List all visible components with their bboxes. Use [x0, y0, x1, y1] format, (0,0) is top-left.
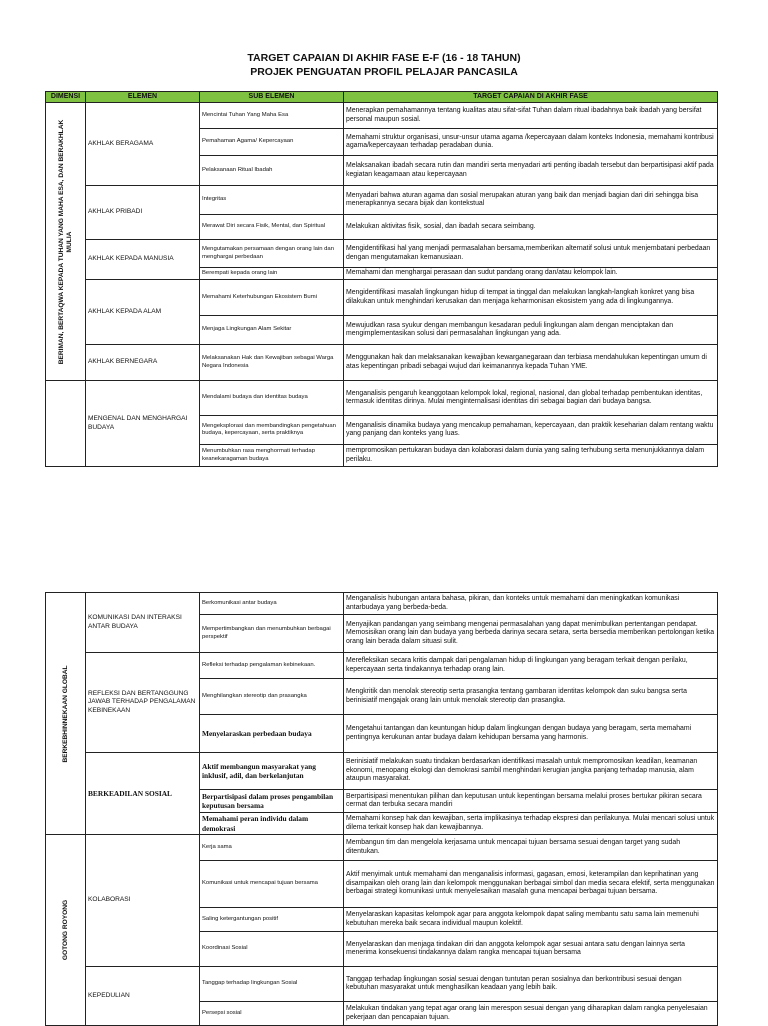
sub-element-cell: Pelaksanaan Ritual Ibadah	[200, 156, 344, 186]
target-cell: Menyelaraskan kapasitas kelompok agar para anggota kelompok dapat saling membantu satu sama lain memenuhi kebutuhan mereka baik secara individual maupun kolektif.	[344, 908, 718, 932]
target-cell: Menerapkan pemahamannya tentang kualitas atau sifat-sifat Tuhan dalam ritual ibadahnya baik ibadah yang bersifat personal maupun sosial.	[344, 103, 718, 129]
sub-element-cell: Saling ketergantungan positif	[200, 908, 344, 932]
table-row	[46, 753, 718, 790]
dimension-cell-blank	[46, 381, 86, 467]
target-cell: mempromosikan pertukaran budaya dan kolaborasi dalam dunia yang saling terhubung serta menunjukkannya dalam perilaku.	[344, 445, 718, 467]
page-title: TARGET CAPAIAN DI AKHIR FASE E-F (16 - 18 TAHUN)	[247, 52, 521, 64]
sub-element-cell: Kerja sama	[200, 835, 344, 861]
target-cell: Menganalisis hubungan antara bahasa, pikiran, dan konteks untuk memahami dan meningkatkan komunikasi antarbudaya yang berbeda-beda.	[344, 593, 718, 615]
target-cell: Tanggap terhadap lingkungan sosial sesuai dengan tuntutan peran sosialnya dan berkontribusi sesuai dengan kebutuhan masyarakat untuk menghasilkan keadaan yang lebih baik.	[344, 967, 718, 1002]
table-row	[46, 186, 718, 215]
element-cell: MENGENAL DAN MENGHARGAI BUDAYA	[86, 381, 200, 467]
target-cell: Mengidentifikasi hal yang menjadi permasalahan bersama,memberikan alternatif solusi untuk menjembatani perbedaan dengan mengutamakan kemanusiaan.	[344, 240, 718, 268]
element-cell: AKHLAK PRIBADI	[86, 186, 200, 240]
target-cell: Menganalisis dinamika budaya yang mencakup pemahaman, kepercayaan, dan praktik keseharian dalam rentang waktu yang panjang dan konteks yang luas.	[344, 416, 718, 445]
sub-element-cell: Koordinasi Sosial	[200, 932, 344, 967]
element-cell: KOLABORASI	[86, 835, 200, 967]
table-row	[46, 593, 718, 615]
dimension-cell	[46, 593, 86, 835]
sub-element-cell: Menghilangkan stereotip dan prasangka	[200, 679, 344, 715]
element-cell: AKHLAK BERNEGARA	[86, 345, 200, 381]
header-sub-elemen: SUB ELEMEN	[200, 92, 344, 103]
dimension-label: GOTONG ROYONG	[61, 899, 69, 961]
sub-element-cell: Menumbuhkan rasa menghormati terhadap keanekaragaman budaya	[200, 445, 344, 467]
sub-element-cell: Komunikasi untuk mencapai tujuan bersama	[200, 861, 344, 908]
target-cell: Memahami struktur organisasi, unsur-unsur utama agama /kepercayaan dalam konteks Indonesia, memahami kontribusi agama/kepercayaan terhadap peradaban dunia.	[344, 129, 718, 156]
sub-element-cell: Mendalami budaya dan identitas budaya	[200, 381, 344, 416]
target-cell: Mengidentifikasi masalah lingkungan hidup di tempat ia tinggal dan melakukan langkah-langkah konkret yang bisa dilakukan untuk menghindari kerusakan dan menjaga keharmonisan ekosistem yang ada di lingkungannya.	[344, 280, 718, 316]
table-row	[46, 653, 718, 679]
target-table-1	[45, 91, 718, 467]
element-cell: KOMUNIKASI DAN INTERAKSI ANTAR BUDAYA	[86, 593, 200, 653]
element-cell: BERKEADILAN SOSIAL	[86, 753, 200, 835]
sub-element-cell: Melaksanakan Hak dan Kewajiban sebagai Warga Negara Indonesia	[200, 345, 344, 381]
sub-element-cell: Persepsi sosial	[200, 1002, 344, 1026]
sub-element-cell: Integritas	[200, 186, 344, 215]
header-dimensi: DIMENSI	[46, 92, 86, 103]
target-cell: Melakukan tindakan yang tepat agar orang lain merespon sesuai dengan yang diharapkan dalam rangka penyelesaian pekerjaan dan pencapaian tujuan.	[344, 1002, 718, 1026]
dimension-label: BERKEBHINNEKAAN GLOBAL	[61, 664, 69, 763]
target-cell: Mengkritik dan menolak stereotip serta prasangka tentang gambaran identitas kelompok dan suku bangsa serta berinisiatif mengajak orang lain untuk menolak stereotip dan prasangka.	[344, 679, 718, 715]
target-cell: Berinisiatif melakukan suatu tindakan berdasarkan identifikasi masalah untuk mempromosikan keadilan, keamanan ekonomi, menopang ekologi dan demokrasi sambil menghindari kerugian jangka panjang terhadap manusia, alam ataupun masyarakat.	[344, 753, 718, 790]
target-cell: Memahami konsep hak dan kewajiban, serta implikasinya terhadap ekspresi dan perilakunya. Mulai mencari solusi untuk dilema terkait konsep hak dan kewajibannya.	[344, 813, 718, 835]
table-row	[46, 345, 718, 381]
table-row	[46, 381, 718, 416]
sub-element-cell: Menjaga Lingkungan Alam Sekitar	[200, 316, 344, 345]
header-elemen: ELEMEN	[86, 92, 200, 103]
sub-element-cell: Berpartisipasi dalam proses pengambilan keputusan bersama	[200, 790, 344, 813]
target-cell: Melakukan aktivitas fisik, sosial, dan ibadah secara seimbang.	[344, 215, 718, 240]
sub-element-cell: Memahami peran individu dalam demokrasi	[200, 813, 344, 835]
sub-element-cell: Mengutamakan persamaan dengan orang lain dan menghargai perbedaan	[200, 240, 344, 268]
target-cell: Mengetahui tantangan dan keuntungan hidup dalam lingkungan dengan budaya yang beragam, serta memahami pentingnya kerukunan antar budaya dalam kehidupan bersama yang harmonis.	[344, 715, 718, 753]
target-cell: Berpartisipasi menentukan pilihan dan keputusan untuk kepentingan bersama melalui proses bertukar pikiran secara cermat dan terbuka secara mandiri	[344, 790, 718, 813]
table-row	[46, 240, 718, 268]
target-cell: Menyelaraskan dan menjaga tindakan diri dan anggota kelompok agar sesuai antara satu dengan lainnya serta menerima konsekuensi tindakannya dalam rangka mencapai tujuan bersama	[344, 932, 718, 967]
target-cell: Memahami dan menghargai perasaan dan sudut pandang orang dan/atau kelompok lain.	[344, 268, 718, 280]
page-subtitle: PROJEK PENGUATAN PROFIL PELAJAR PANCASILA	[250, 66, 518, 78]
element-cell: KEPEDULIAN	[86, 967, 200, 1026]
sub-element-cell: Tanggap terhadap lingkungan Sosial	[200, 967, 344, 1002]
header-target: TARGET CAPAIAN DI AKHIR FASE	[344, 92, 718, 103]
table-row	[46, 103, 718, 129]
element-cell: AKHLAK KEPADA MANUSIA	[86, 240, 200, 280]
dimension-label: BERIMAN, BERTAQWA KEPADA TUHAN YANG MAHA ESA, DAN BERAKHLAK MULIA	[57, 119, 73, 364]
element-cell: AKHLAK KEPADA ALAM	[86, 280, 200, 345]
sub-element-cell: Mengeksplorasi dan membandingkan pengetahuan budaya, kepercayaan, serta praktiknya	[200, 416, 344, 445]
table-row	[46, 835, 718, 861]
sub-element-cell: Berkomunikasi antar budaya	[200, 593, 344, 615]
dimension-cell	[46, 103, 86, 381]
sub-element-cell: Merawat Diri secara Fisik, Mental, dan Spiritual	[200, 215, 344, 240]
table-row	[46, 967, 718, 1002]
sub-element-cell: Berempati kepada orang lain	[200, 268, 344, 280]
dimension-cell	[46, 835, 86, 1026]
target-cell: Merefleksikan secara kritis dampak dari pengalaman hidup di lingkungan yang beragam terkait dengan perilaku, kepercayaan serta tindakannya terhadap orang lain.	[344, 653, 718, 679]
target-cell: Menyadari bahwa aturan agama dan sosial merupakan aturan yang baik dan menjadi bagian dari diri sehingga bisa menerapkannya secara bijak dan kontekstual	[344, 186, 718, 215]
sub-element-cell: Refleksi terhadap pengalaman kebinekaan.	[200, 653, 344, 679]
target-cell: Aktif menyimak untuk memahami dan menganalisis informasi, gagasan, emosi, keterampilan dan keprihatinan yang disampaikan oleh orang lain dan kelompok menggunakan berbagai simbol dan media secara efektif, serta menggunakan berbagai strategi komunikasi untuk menyelesaikan masalah guna mencapai berbagai tujuan bersama.	[344, 861, 718, 908]
table-header-row	[46, 92, 718, 103]
target-table-2	[45, 592, 718, 1026]
sub-element-cell: Pemahaman Agama/ Kepercayaan	[200, 129, 344, 156]
element-cell: REFLEKSI DAN BERTANGGUNG JAWAB TERHADAP PENGALAMAN KEBINEKAAN	[86, 653, 200, 753]
target-cell: Mewujudkan rasa syukur dengan membangun kesadaran peduli lingkungan alam dengan menciptakan dan mengimplementasikan solusi dari permasalahan lingkungan yang ada.	[344, 316, 718, 345]
sub-element-cell: Aktif membangun masyarakat yang inklusif, adil, dan berkelanjutan	[200, 753, 344, 790]
element-cell: AKHLAK BERAGAMA	[86, 103, 200, 186]
target-cell: Membangun tim dan mengelola kerjasama untuk mencapai tujuan bersama sesuai dengan target yang sudah ditentukan.	[344, 835, 718, 861]
table-row	[46, 280, 718, 316]
target-cell: Menggunakan hak dan melaksanakan kewajiban kewarganegaraan dan terbiasa mendahulukan kepentingan umum di atas kepentingan pribadi sebagai wujud dari keimanannya kepada Tuhan YME.	[344, 345, 718, 381]
sub-element-cell: Menyelaraskan perbedaan budaya	[200, 715, 344, 753]
sub-element-cell: Mencintai Tuhan Yang Maha Esa	[200, 103, 344, 129]
target-cell: Melaksanakan ibadah secara rutin dan mandiri serta menyadari arti penting ibadah tersebut dan berpartisipasi aktif pada kegiatan keagamaan atau kepercayaan	[344, 156, 718, 186]
target-cell: Menganalisis pengaruh keanggotaan kelompok lokal, regional, nasional, dan global terhadap pembentukan identitas, termasuk identitas dirinya. Mulai menginternalisasi identitas diri sebagai bagian dari budaya bangsa.	[344, 381, 718, 416]
sub-element-cell: Memahami Keterhubungan Ekosistem Bumi	[200, 280, 344, 316]
sub-element-cell: Mempertimbangkan dan menumbuhkan berbagai perspektif	[200, 615, 344, 653]
target-cell: Menyajikan pandangan yang seimbang mengenai permasalahan yang dapat menimbulkan pertentangan pendapat. Memosisikan orang lain dan budaya yang berbeda darinya secara setara, serta bersedia memberikan pertolongan ketika orang lain berada dalam situasi sulit.	[344, 615, 718, 653]
